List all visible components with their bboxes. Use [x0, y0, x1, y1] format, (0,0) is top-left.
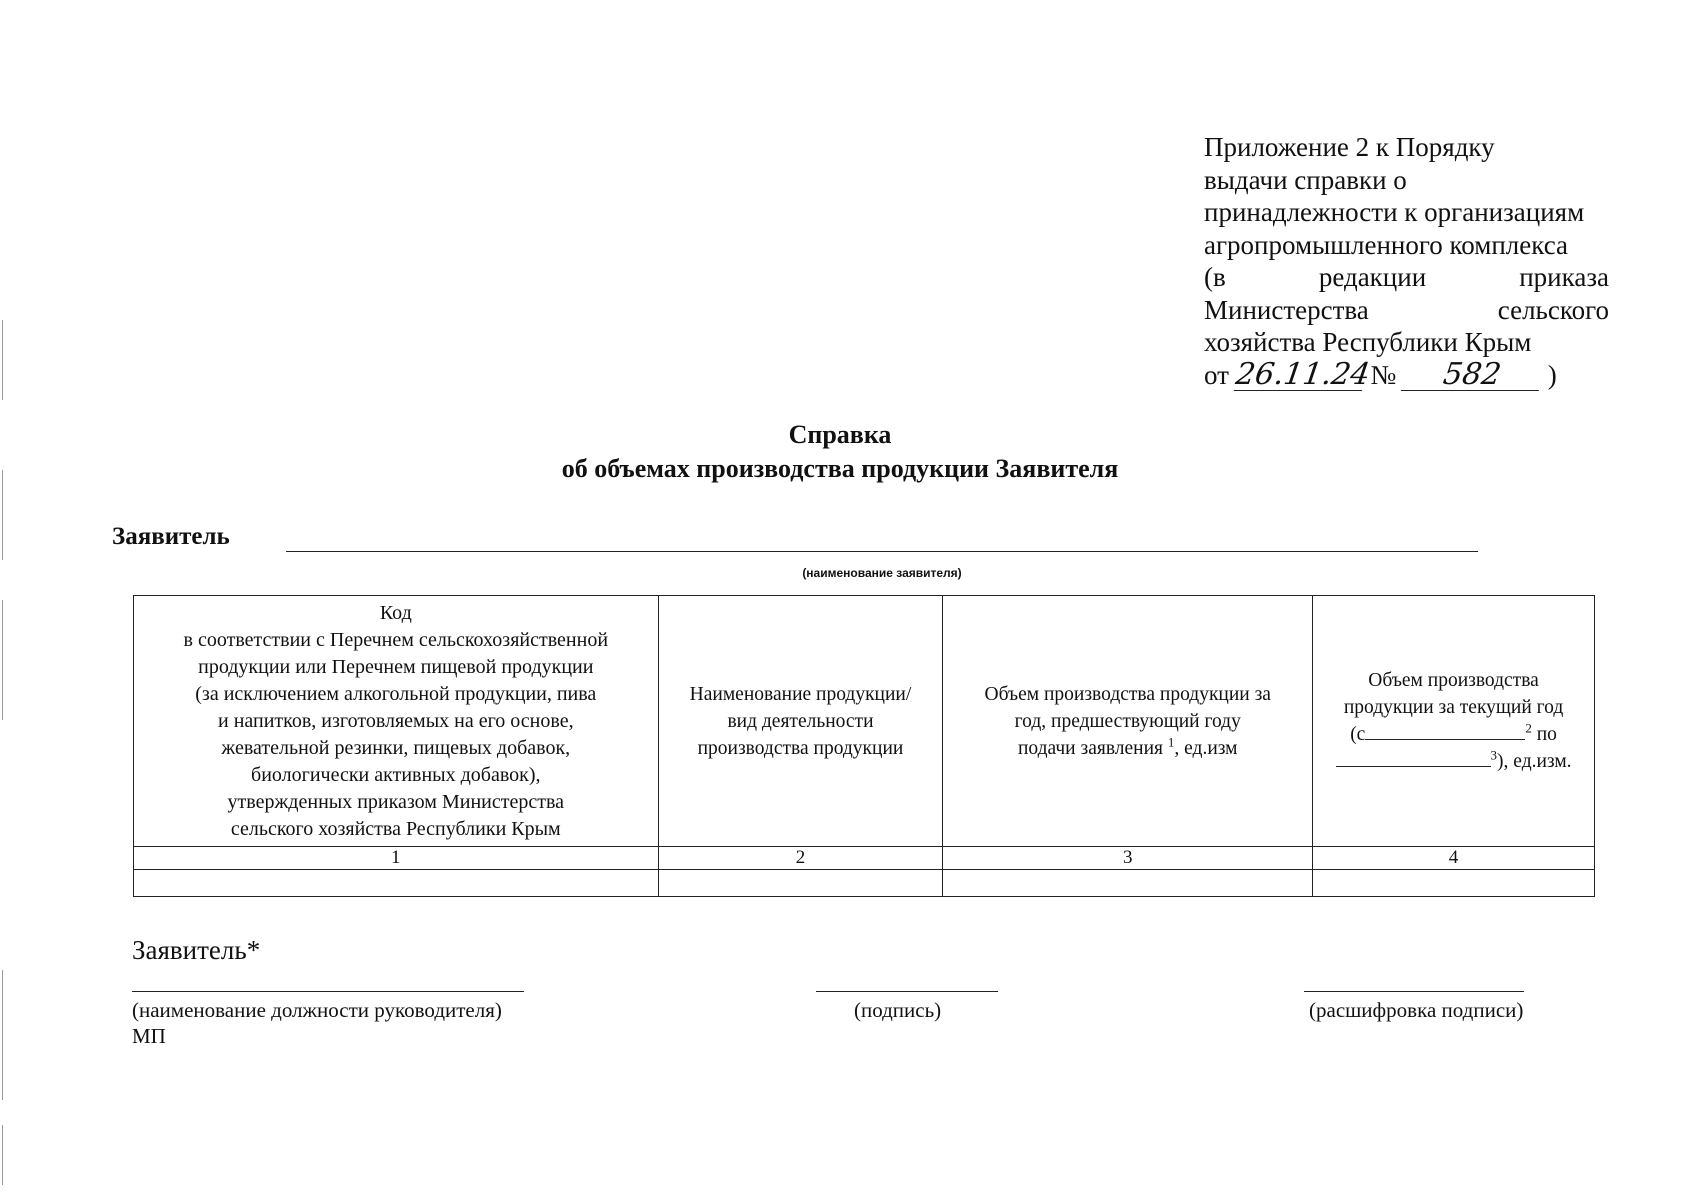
number-sign: №: [1370, 359, 1397, 390]
signature-applicant-label: Заявитель*: [132, 935, 261, 965]
scan-artifact: [2, 600, 3, 720]
scan-artifact: [2, 970, 3, 1100]
table-row: [134, 870, 1595, 897]
position-field[interactable]: [132, 991, 524, 992]
appendix-line: хозяйства Республики Крым: [1204, 327, 1532, 357]
decoding-field[interactable]: [1304, 991, 1524, 992]
appendix-date-line: [1204, 356, 1609, 392]
header-line: сельского хозяйства Республики Крым: [230, 817, 561, 840]
table-cell[interactable]: [943, 870, 1313, 897]
appendix-line: [1204, 294, 1609, 327]
header-text: ), ед.изм.: [1497, 751, 1572, 772]
signature-field[interactable]: [816, 991, 998, 992]
header-line: утвержденных приказом Министерства: [227, 790, 565, 813]
table-header-row: [134, 596, 1595, 847]
header-line: [949, 735, 1306, 762]
appendix-word: приказа: [1519, 262, 1609, 292]
stamp-place-label: МП: [132, 1024, 166, 1048]
appendix-word: редакции: [1318, 262, 1427, 292]
handwritten-number: 582: [1401, 360, 1543, 391]
appendix-line: принадлежности к организациям: [1204, 197, 1585, 227]
document-subtitle: об объемах производства продукции Заявителя: [561, 454, 1119, 483]
footnote-ref: 1: [1167, 734, 1175, 749]
header-line: Наименование продукции/: [689, 683, 912, 705]
header-line: в соответствии с Перечнем сельскохозяйственной: [183, 628, 609, 651]
header-line: год, предшествующий году: [1014, 710, 1241, 732]
header-line: (за исключением алкогольной продукции, пива: [195, 682, 597, 705]
header-text: , ед.изм: [1174, 737, 1238, 759]
date-from-blank[interactable]: [1365, 721, 1525, 740]
document-title: Справка: [788, 420, 892, 449]
header-line: биологически активных добавок),: [251, 763, 541, 786]
applicant-label: Заявитель: [112, 523, 230, 550]
appendix-reference: [1204, 131, 1609, 391]
header-current-year-volume: [1313, 596, 1595, 847]
column-number: 3: [943, 847, 1313, 870]
applicant-field[interactable]: [286, 551, 1478, 552]
appendix-line: агропромышленного комплекса: [1204, 229, 1568, 260]
column-number: 1: [134, 847, 659, 870]
header-previous-year-volume: [943, 596, 1313, 847]
header-line: Объем производства: [1368, 670, 1539, 691]
appendix-line: Приложение 2 к Порядку: [1204, 132, 1495, 162]
applicant-caption: (наименование заявителя): [802, 566, 962, 580]
appendix-word: Министерства: [1204, 294, 1369, 325]
closing-paren: ): [1547, 359, 1557, 390]
table-cell[interactable]: [134, 870, 659, 897]
footnote-ref: 2: [1525, 720, 1532, 736]
date-to-blank[interactable]: [1336, 748, 1491, 767]
scan-artifact: [2, 320, 3, 400]
position-caption: (наименование должности руководителя): [132, 998, 502, 1022]
scan-artifact: [2, 470, 3, 560]
appendix-line: выдачи справки о: [1204, 164, 1407, 195]
header-line: вид деятельности: [727, 710, 874, 732]
header-text: подачи заявления: [1017, 737, 1163, 759]
header-line: продукции за текущий год: [1343, 697, 1564, 718]
appendix-word: сельского: [1497, 294, 1609, 325]
header-line: и напитков, изготовляемых на его основе,: [217, 709, 574, 732]
column-number: 2: [658, 847, 943, 870]
header-line: производства продукции: [697, 737, 904, 759]
date-prefix: от: [1204, 359, 1229, 390]
header-product-code: [134, 596, 659, 847]
signature-caption: (подпись): [854, 998, 942, 1022]
decoding-caption: (расшифровка подписи): [1309, 998, 1524, 1022]
header-text: (с: [1350, 724, 1366, 745]
appendix-word: (в: [1204, 262, 1226, 292]
table-number-row: [134, 847, 1595, 870]
scan-artifact: [2, 1125, 3, 1185]
header-line: Код: [379, 601, 412, 624]
table-cell[interactable]: [658, 870, 943, 897]
header-line: жевательной резинки, пищевых добавок,: [221, 736, 571, 759]
column-number: 4: [1313, 847, 1595, 870]
table-cell[interactable]: [1313, 870, 1595, 897]
header-line: Объем производства продукции за: [984, 683, 1271, 705]
header-line: [1319, 748, 1588, 775]
header-product-name: [658, 596, 943, 847]
header-line: продукции или Перечнем пищевой продукции: [198, 655, 594, 678]
footnote-ref: 3: [1490, 747, 1498, 763]
header-text: по: [1536, 724, 1557, 745]
handwritten-date: 26.11.24: [1233, 356, 1372, 392]
appendix-line: [1204, 261, 1609, 294]
header-line: [1319, 721, 1588, 748]
production-table: [133, 595, 1595, 897]
